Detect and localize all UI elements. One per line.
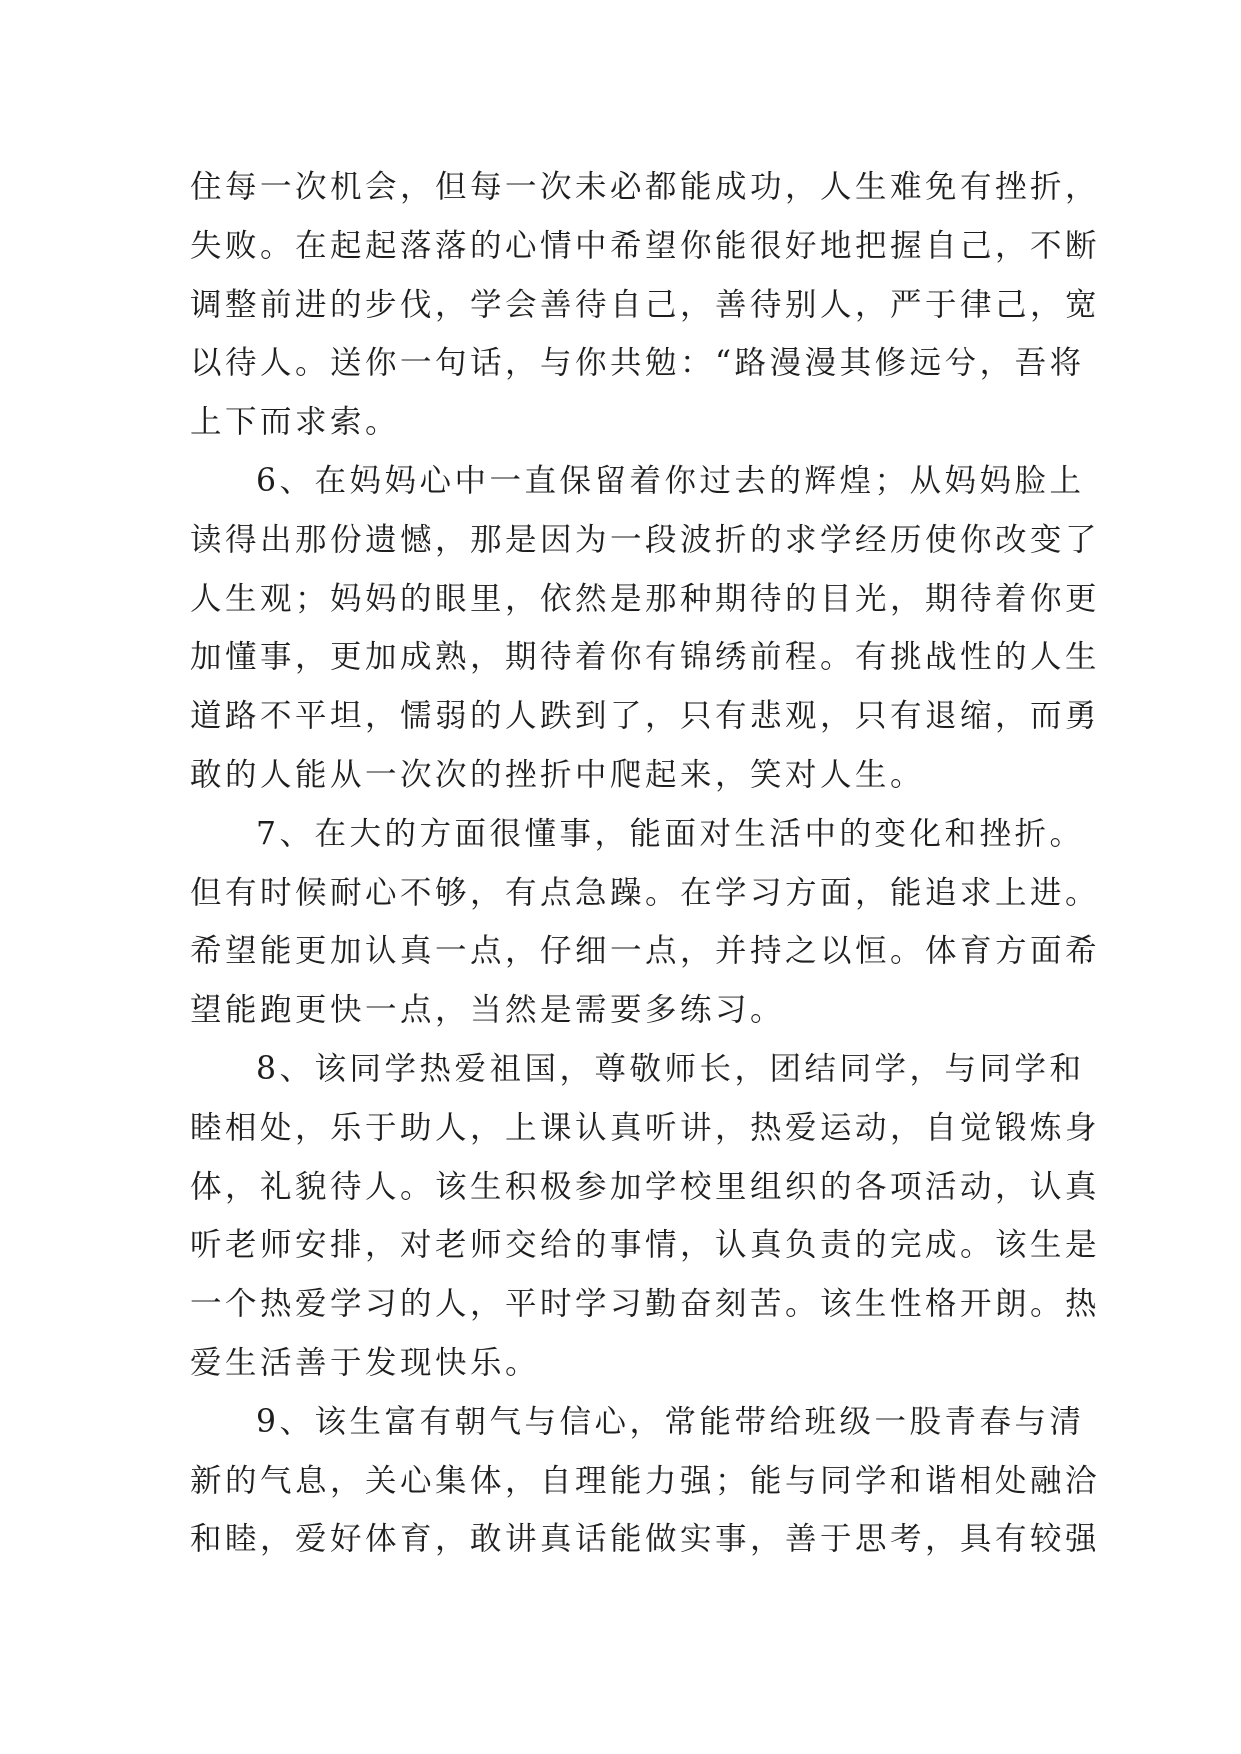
text-line: 加懂事，更加成熟，期待着你有锦绣前程。有挑战性的人生: [190, 639, 1101, 676]
paragraph-9: [190, 1393, 1101, 1569]
text-line: 道路不平坦，懦弱的人跌到了，只有悲观，只有退缩，而勇: [190, 698, 1101, 735]
text-line: 上下而求索。: [190, 404, 401, 441]
paragraph-8: [190, 1040, 1101, 1393]
text-line: 敢的人能从一次次的挫折中爬起来，笑对人生。: [190, 756, 926, 793]
paragraph-5-continued: [190, 158, 1101, 452]
text-line: 爱生活善于发现快乐。: [190, 1344, 541, 1381]
text-line: 一个热爱学习的人，平时学习勤奋刻苦。该生性格开朗。热: [190, 1286, 1101, 1323]
text-line: 9、该生富有朝气与信心，常能带给班级一股青春与清: [256, 1403, 1085, 1440]
text-line: 以待人。送你一句话，与你共勉：“路漫漫其修远兮，吾将: [190, 345, 1085, 382]
text-line: 新的气息，关心集体，自理能力强；能与同学和谐相处融洽: [190, 1462, 1101, 1499]
text-line: 但有时候耐心不够，有点急躁。在学习方面，能追求上进。: [190, 874, 1101, 911]
text-line: 读得出那份遗憾，那是因为一段波折的求学经历使你改变了: [190, 521, 1101, 558]
text-line: 望能跑更快一点，当然是需要多练习。: [190, 992, 786, 1029]
text-line: 住每一次机会，但每一次未必都能成功，人生难免有挫折，: [190, 169, 1101, 205]
text-line: 睦相处，乐于助人，上课认真听讲，热爱运动，自觉锻炼身: [190, 1109, 1101, 1146]
text-line: 7、在大的方面很懂事，能面对生活中的变化和挫折。: [256, 815, 1085, 852]
text-line: 希望能更加认真一点，仔细一点，并持之以恒。体育方面希: [190, 933, 1101, 970]
text-line: 调整前进的步伐，学会善待自己，善待别人，严于律己，宽: [190, 286, 1101, 323]
text-line: 失败。在起起落落的心情中希望你能很好地把握自己，不断: [190, 227, 1101, 264]
text-line: 体，礼貌待人。该生积极参加学校里组织的各项活动，认真: [190, 1168, 1101, 1205]
text-line: 8、该同学热爱祖国，尊敬师长，团结同学，与同学和: [256, 1050, 1085, 1087]
document-body: [190, 158, 1101, 1569]
text-line: 听老师安排，对老师交给的事情，认真负责的完成。该生是: [190, 1227, 1101, 1264]
paragraph-7: [190, 805, 1101, 1040]
text-line: 人生观；妈妈的眼里，依然是那种期待的目光，期待着你更: [190, 580, 1101, 617]
paragraph-6: [190, 452, 1101, 805]
text-line: 6、在妈妈心中一直保留着你过去的辉煌；从妈妈脸上: [256, 462, 1085, 499]
text-line: 和睦，爱好体育，敢讲真话能做实事，善于思考，具有较强: [190, 1521, 1101, 1558]
